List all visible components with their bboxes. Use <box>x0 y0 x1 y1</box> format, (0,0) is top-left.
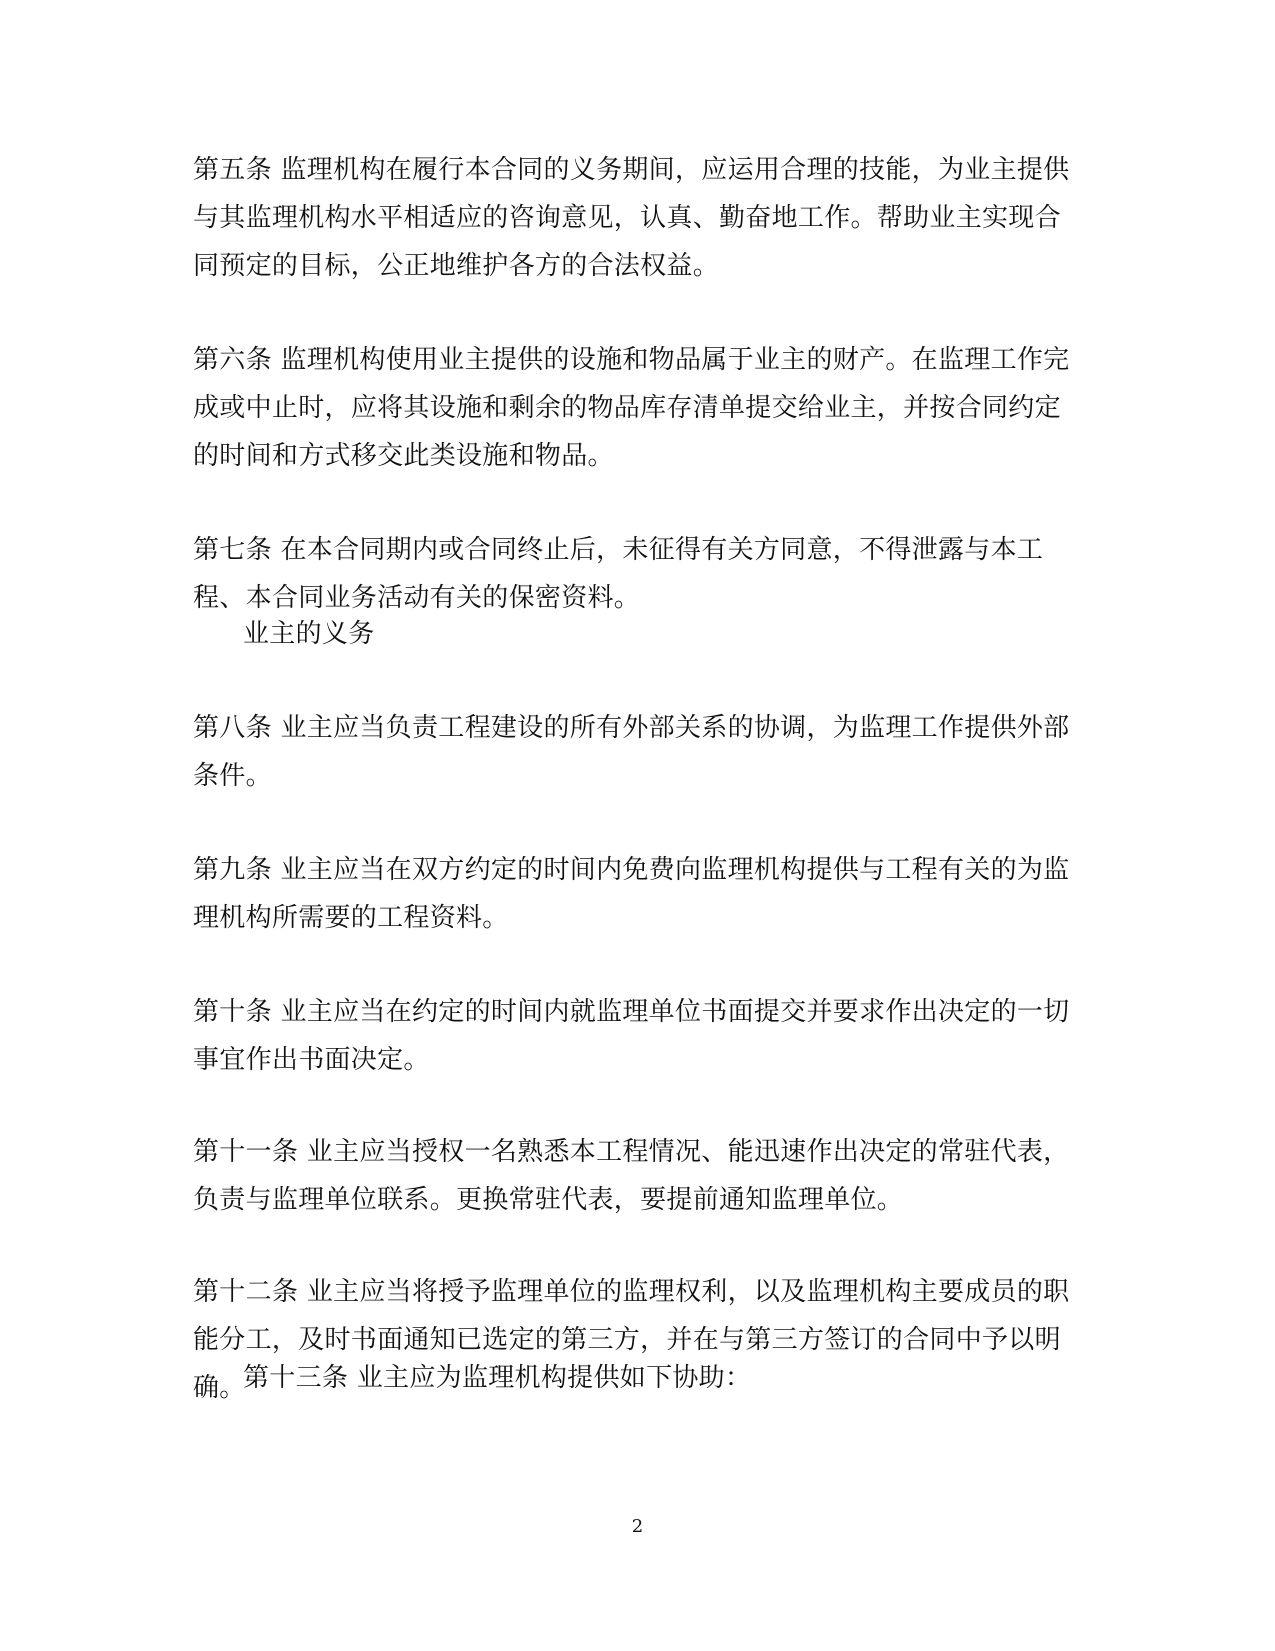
article-7-paragraph: 第七条 在本合同期内或合同终止后，未征得有关方同意，不得泄露与本工程、本合同业务活动有关的保密资料。 <box>193 535 1044 613</box>
section-heading-owner-obligations: 业主的义务 <box>243 619 375 649</box>
article-6-paragraph: 第六条 监理机构使用业主提供的设施和物品属于业主的财产。在监理工作完成或中止时，应将其设施和剩余的物品库存清单提交给业主，并按合同约定的时间和方式移交此类设施和物品。 <box>193 345 1070 471</box>
article-12-paragraph: 第十二条 业主应当将授予监理单位的监理权利，以及监理机构主要成员的职能分工，及时书面通知已选定的第三方，并在与第三方签订的合同中予以明确。 <box>193 1277 1070 1403</box>
article-10-paragraph: 第十条 业主应当在约定的时间内就监理单位书面提交并要求作出决定的一切事宜作出书面决定。 <box>193 997 1070 1075</box>
article-11-paragraph: 第十一条 业主应当授权一名熟悉本工程情况、能迅速作出决定的常驻代表，负责与监理单位联系。更换常驻代表，要提前通知监理单位。 <box>193 1137 1070 1215</box>
article-9-paragraph: 第九条 业主应当在双方约定的时间内免费向监理机构提供与工程有关的为监理机构所需要的工程资料。 <box>193 855 1070 933</box>
article-8-paragraph: 第八条 业主应当负责工程建设的所有外部关系的协调，为监理工作提供外部条件。 <box>193 713 1070 791</box>
page-number: 2 <box>631 1516 644 1537</box>
article-13-paragraph: 第十三条 业主应为监理机构提供如下协助： <box>243 1363 752 1393</box>
article-5-paragraph: 第五条 监理机构在履行本合同的义务期间，应运用合理的技能，为业主提供与其监理机构水平相适应的咨询意见，认真、勤奋地工作。帮助业主实现合同预定的目标，公正地维护各方的合法权益。 <box>193 155 1070 281</box>
